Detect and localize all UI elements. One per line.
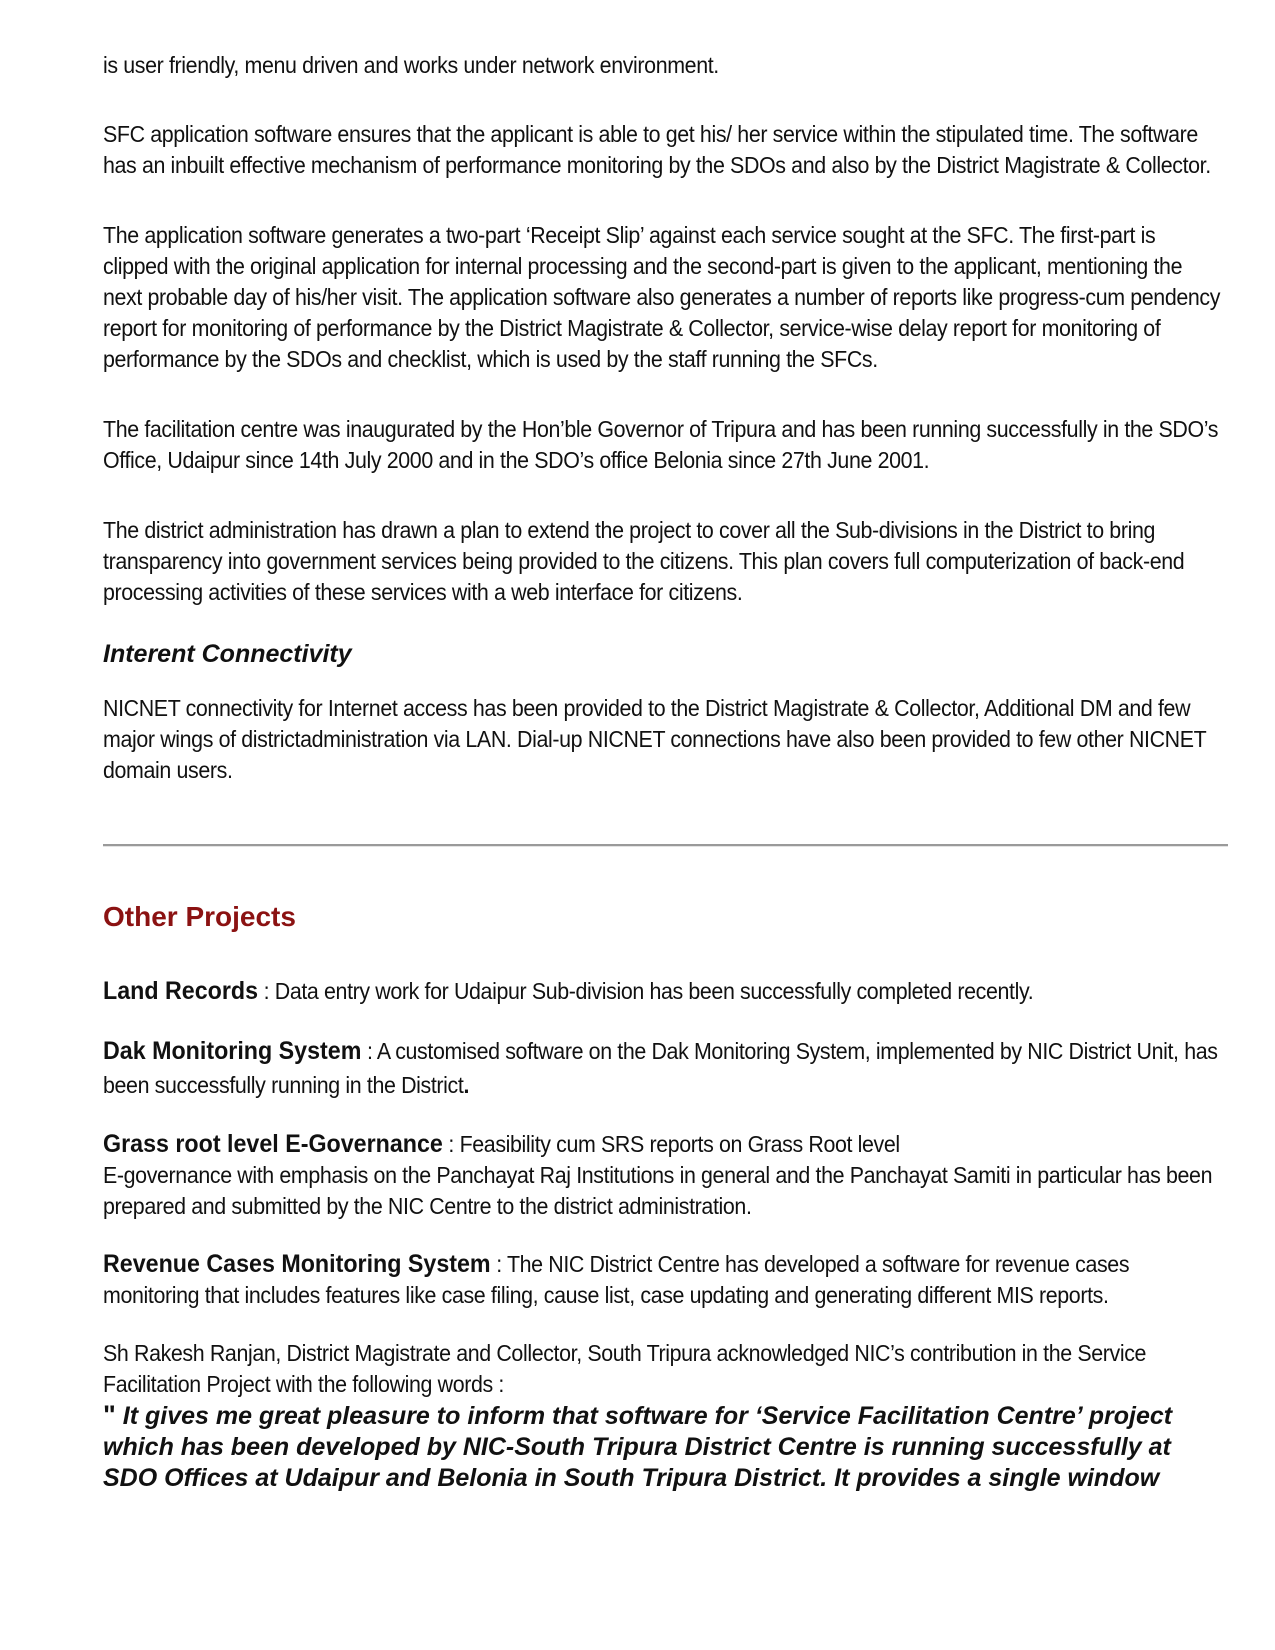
quote-text: It gives me great pleasure to inform that software for ‘Service Facilitation Centre’ project which has been developed by NIC-South Tripura District Centre is running successfully at SDO Offices at Udaipur and Belonia in South Tripura District. It provides a single window bbox=[103, 1402, 1173, 1492]
acknowledgement-intro: Sh Rakesh Ranjan, District Magistrate and Collector, South Tripura acknowledged NIC’s contribution in the Service Facilitation Project with the following words : bbox=[103, 1340, 1147, 1397]
project-name: Dak Monitoring System bbox=[103, 1037, 362, 1065]
acknowledgement-quote bbox=[103, 1400, 1223, 1494]
internet-connectivity-heading: Interent Connectivity bbox=[103, 640, 352, 668]
project-grass-root-egov bbox=[103, 1129, 1223, 1222]
paragraph-sfc-software: SFC application software ensures that the applicant is able to get his/ her service within the stipulated time. The software has an inbuilt effective mechanism of performance monitoring by the SDOs and also by the District Magistrate & Collector. bbox=[103, 121, 1211, 178]
project-separator: : bbox=[361, 1038, 377, 1064]
other-projects-heading: Other Projects bbox=[103, 901, 296, 932]
project-name: Land Records bbox=[103, 977, 259, 1005]
project-text: The NIC District Centre has developed a software for revenue cases monitoring that includes features like case filing, cause list, case updating and generating different MIS reports. bbox=[103, 1251, 1130, 1308]
project-name: Grass root level E-Governance bbox=[103, 1130, 443, 1158]
paragraph-inauguration: The facilitation centre was inaugurated by the Hon’ble Governor of Tripura and has been running successfully in the SDO’s Office, Udaipur since 14th July 2000 and in the SDO’s office Belonia since 27th June 2001. bbox=[103, 416, 1219, 473]
project-name: Revenue Cases Monitoring System bbox=[103, 1250, 491, 1278]
project-dak-monitoring bbox=[103, 1034, 1223, 1102]
section-divider bbox=[103, 844, 1228, 847]
project-text: Feasibility cum SRS reports on Grass Root level bbox=[459, 1131, 900, 1157]
paragraph-plan: The district administration has drawn a plan to extend the project to cover all the Sub-divisions in the District to bring transparency into government services being provided to the citizens. This plan covers full computerization of back-end processing activities of these services with a web interface for citizens. bbox=[103, 517, 1185, 605]
quote-mark: " bbox=[103, 1400, 116, 1430]
project-separator: : bbox=[258, 978, 275, 1004]
project-separator: : bbox=[490, 1251, 507, 1277]
project-text-end: . bbox=[463, 1072, 470, 1098]
paragraph-receipt-slip: The application software generates a two-part ‘Receipt Slip’ against each service sought at the SFC. The first-part is clipped with the original application for internal processing and the second-part is given to the applicant, mentioning the next probable day of his/her visit. The application software also generates a number of reports like progress-cum pendency report for monitoring of performance by the District Magistrate & Collector, service-wise delay report for monitoring of performance by the SDOs and checklist, which is used by the staff running the SFCs. bbox=[103, 222, 1221, 372]
paragraph-network: is user friendly, menu driven and works under network environment. bbox=[103, 52, 719, 78]
project-text: Data entry work for Udaipur Sub-division has been successfully completed recently. bbox=[274, 978, 1034, 1004]
document-page bbox=[103, 50, 1223, 1494]
project-separator: : bbox=[442, 1131, 460, 1157]
internet-connectivity-text: NICNET connectivity for Internet access has been provided to the District Magistrate & Collector, Additional DM and few major wings of districtadministration via LAN. Dial-up NICNET connections have also been provided to few other NICNET domain users. bbox=[103, 695, 1206, 783]
project-text-continued: E-governance with emphasis on the Panchayat Raj Institutions in general and the Panchayat Samiti in particular has been prepared and submitted by the NIC Centre to the district administration. bbox=[103, 1162, 1213, 1219]
project-text: A customised software on the Dak Monitoring System, implemented by NIC District Unit, has been successfully running in the District bbox=[103, 1038, 1218, 1098]
project-revenue-cases bbox=[103, 1249, 1223, 1311]
project-land-records bbox=[103, 976, 1223, 1007]
